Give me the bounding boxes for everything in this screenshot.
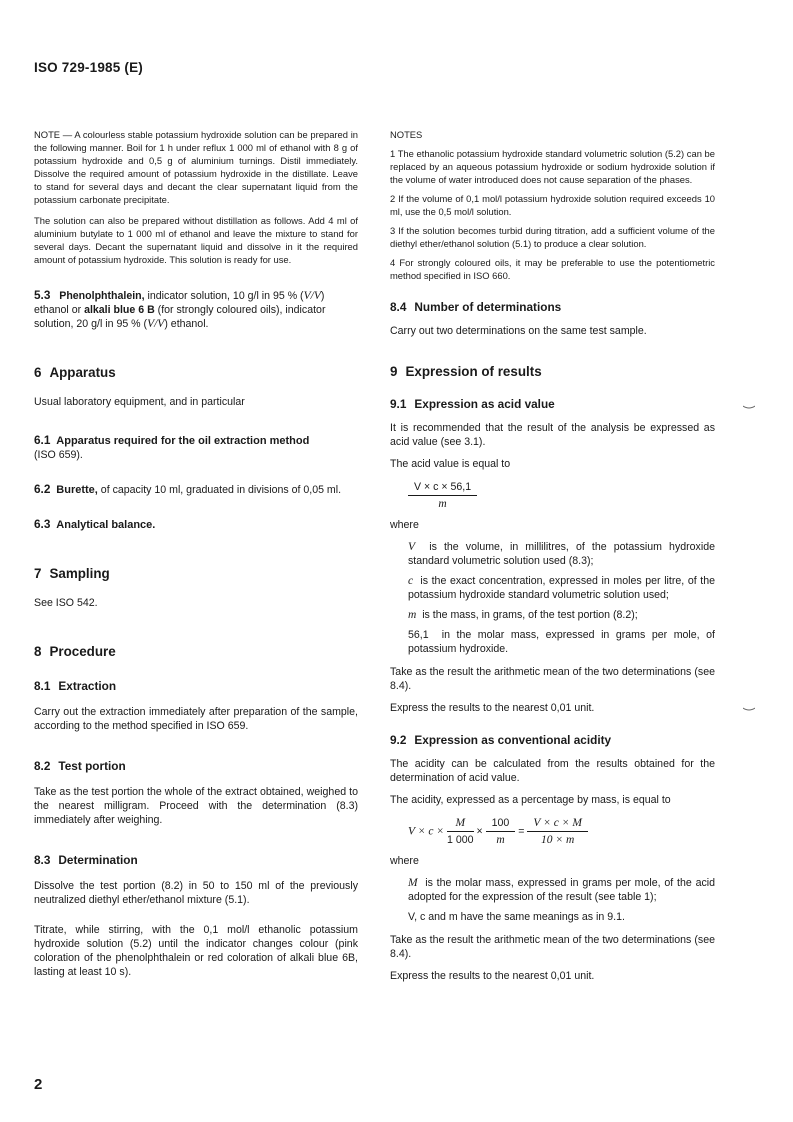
formula-numerator: V × c × 56,1 [408, 481, 477, 496]
margin-mark [743, 404, 755, 410]
acid-value-formula [390, 481, 715, 510]
section-9-heading: 9 Expression of results [390, 364, 542, 379]
section-8-heading: 8 Procedure [34, 644, 116, 659]
section-8-4-text: Carry out two determinations on the same test sample. [390, 325, 647, 337]
section-9-1-text-3: Take as the result the arithmetic mean of the two determinations (see 8.4). [390, 666, 715, 692]
acidity-formula: V × c × $\frac{M}{1 000}$ × $\frac{100}{m}$ = $\frac{V \times c \times M}{10 \times m}$ [390, 817, 715, 846]
definition-m: m is the mass, in grams, of the test portion (8.2); [408, 609, 638, 621]
note-3: 3 If the solution becomes turbid during titration, add a sufficient volume of the diethyl ether/ethanol solution (5.1) to produce a clear solution. [390, 225, 715, 249]
section-8-1-heading: 8.1 Extraction [34, 679, 117, 693]
where-label-1: where [390, 519, 419, 531]
section-8-3-text-2: Titrate, while stirring, with the 0,1 mol/l ethanolic potassium hydroxide solution (5.2) until the indicator changes colour (pink coloration of the phenolphthalein or red coloration of alkali blue 6B, lasting at least 10 s). [34, 924, 358, 978]
section-8-3-text-1: Dissolve the test portion (8.2) in 50 to 150 ml of the previously neutralized diethyl ether/ethanol mixture (5.1). [34, 880, 358, 906]
section-8-2-heading: 8.2 Test portion [34, 759, 126, 773]
section-8-4-heading: 8.4 Number of determinations [390, 300, 562, 314]
definition-56-1: 56,1 in the molar mass, expressed in grams per mole, of potassium hydroxide. [408, 629, 716, 655]
note-1: 1 The ethanolic potassium hydroxide standard volumetric solution (5.2) can be replaced by an aqueous potassium hydroxide or sodium hydroxide solution if the volume of water introduced does not cause separation of the phases. [390, 148, 715, 185]
notes-title: NOTES [390, 129, 423, 140]
section-9-1-text-4: Express the results to the nearest 0,01 unit. [390, 702, 595, 714]
definition-V: V is the volume, in millilitres, of the potassium hydroxide standard volumetric solution used (8.3); [408, 541, 715, 567]
section-9-1-heading: 9.1 Expression as acid value [390, 397, 555, 411]
where-label-2: where [390, 855, 419, 867]
section-7-heading: 7 Sampling [34, 566, 110, 581]
document-header: ISO 729-1985 (E) [34, 60, 144, 75]
section-5-3: 5.3 Phenolphthalein, indicator solution, 10 g/l in 95 % (V/V) ethanol or alkali blue 6 B (for strongly coloured oils), indicator solution, 20 g/l in 95 % (V/V) ethanol. [34, 288, 326, 330]
note-4: 4 For strongly coloured oils, it may be preferable to use the potentiometric method specified in ISO 660. [390, 257, 715, 281]
section-8-2-text: Take as the test portion the whole of the extract obtained, weighed to the nearest milligram. Proceed with the determination (8.3) immediately after weighing. [34, 786, 358, 826]
page-number: 2 [34, 1076, 43, 1093]
section-9-1-text-2: The acid value is equal to [390, 458, 511, 470]
section-8-3-heading: 8.3 Determination [34, 853, 138, 867]
section-7-text: See ISO 542. [34, 597, 98, 609]
definition-M: M is the molar mass, expressed in grams per mole, of the acid adopted for the expression of the result (see table 1); [408, 877, 716, 903]
section-9-2-text-2: The acidity, expressed as a percentage by mass, is equal to [390, 794, 671, 806]
note-2: 2 If the volume of 0,1 mol/l potassium hydroxide solution required exceeds 10 ml, use the 0,5 mol/l solution. [390, 193, 715, 217]
section-9-2-text-1: The acidity can be calculated from the results obtained for the determination of acid value. [390, 758, 715, 784]
section-9-1-text-1: It is recommended that the result of the analysis be expressed as acid value (see 3.1). [390, 422, 715, 448]
section-6-text: Usual laboratory equipment, and in particular [34, 396, 245, 408]
section-6-heading: 6 Apparatus [34, 365, 116, 380]
section-6-1: 6.1 Apparatus required for the oil extraction method (ISO 659). [34, 433, 310, 461]
formula-lead: V × c × [408, 825, 445, 838]
section-6-2: 6.2 Burette, of capacity 10 ml, graduated in divisions of 0,05 ml. [34, 482, 342, 496]
section-9-2-heading: 9.2 Expression as conventional acidity [390, 733, 612, 747]
note-potassium-hydroxide-a: NOTE — A colourless stable potassium hydroxide solution can be prepared in the following manner. Boil for 1 h under reflux 1 000 ml of ethanol with 8 g of potassium hydroxide and 0,5 g of aluminium turnings. Distil immediately. Dissolve the required amount of potassium hydroxide in the distillate. Leave to stand for several days and decant the clear supernatant liquid from the potassium carbonate precipitate. [34, 129, 358, 205]
left-column [34, 128, 358, 979]
margin-mark [743, 706, 755, 712]
formula-denominator: m [438, 498, 447, 510]
section-8-1-text: Carry out the extraction immediately after preparation of the sample, according to the method specified in ISO 659. [34, 706, 358, 732]
right-column [390, 128, 715, 983]
section-9-2-text-4: Express the results to the nearest 0,01 unit. [390, 970, 595, 982]
note-potassium-hydroxide-b: The solution can also be prepared without distillation as follows. Add 4 ml of aluminium butylate to 1 000 ml of ethanol and leave the mixture to stand for several days. Decant the supernatant liquid and dissolve in it the required amount of potassium hydroxide. This solution is ready for use. [34, 215, 358, 265]
definition-same: V, c and m have the same meanings as in 9.1. [408, 911, 625, 923]
section-6-3: 6.3 Analytical balance. [34, 517, 156, 531]
definition-c: c is the exact concentration, expressed in moles per litre, of the potassium hydroxide standard volumetric solution used; [408, 575, 715, 601]
section-9-2-text-3: Take as the result the arithmetic mean of the two determinations (see 8.4). [390, 934, 715, 960]
